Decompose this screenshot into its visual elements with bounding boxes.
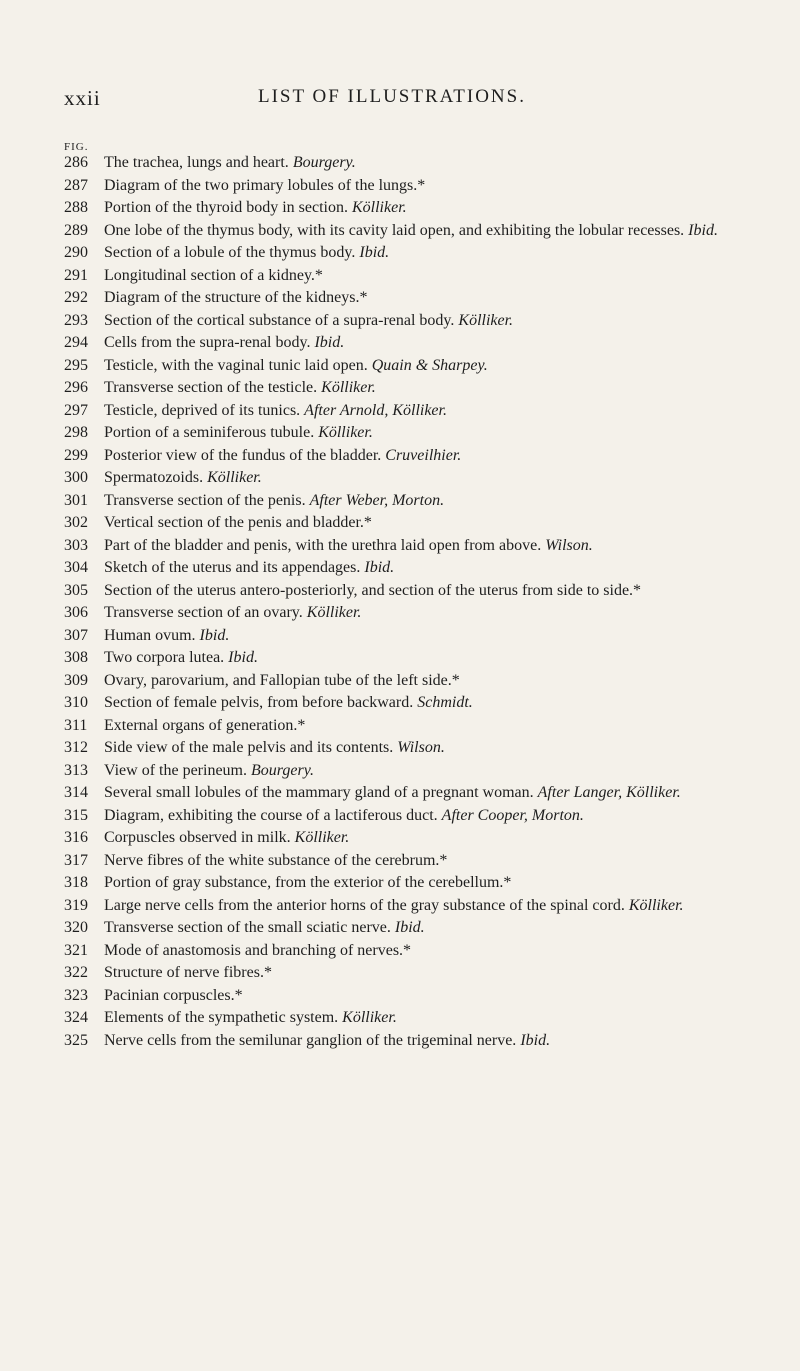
fig-column-label: FIG. bbox=[64, 141, 89, 153]
figure-number: 295 bbox=[64, 356, 88, 374]
figure-attribution: Ibid. bbox=[688, 221, 718, 239]
figure-number: 313 bbox=[64, 761, 88, 779]
figure-attribution: Kölliker. bbox=[351, 199, 407, 216]
figure-attribution: Ibid. bbox=[228, 649, 258, 666]
figure-number: 296 bbox=[64, 379, 88, 396]
list-item bbox=[64, 985, 776, 1008]
figure-description: Pacinian corpuscles.* bbox=[104, 986, 243, 1004]
list-item bbox=[64, 332, 776, 355]
list-item bbox=[64, 265, 776, 288]
figure-description: Human ovum. bbox=[104, 626, 196, 644]
figure-number: 299 bbox=[64, 446, 88, 464]
figure-number: 308 bbox=[64, 649, 88, 666]
figure-description: Section of the cortical substance of a supra-renal body. bbox=[104, 311, 455, 329]
figure-number: 298 bbox=[64, 424, 88, 441]
figure-description: Spermatozoids. bbox=[104, 469, 204, 486]
figure-number: 304 bbox=[64, 559, 88, 576]
figure-description: Transverse section of the penis. bbox=[104, 491, 306, 509]
figure-attribution: Kölliker. bbox=[318, 424, 373, 441]
list-item bbox=[64, 490, 776, 513]
list-item bbox=[64, 850, 776, 873]
figure-attribution: Quain & Sharpey. bbox=[371, 356, 488, 374]
figure-number: 325 bbox=[64, 1031, 88, 1049]
figure-number: 320 bbox=[64, 919, 88, 936]
figure-number: 301 bbox=[64, 491, 88, 509]
figure-number: 307 bbox=[64, 626, 88, 644]
list-item bbox=[64, 400, 776, 423]
figure-description: Longitudinal section of a kidney.* bbox=[104, 266, 323, 284]
list-item bbox=[64, 602, 776, 625]
figure-number: 303 bbox=[64, 536, 88, 554]
figure-attribution: After Langer, Kölliker. bbox=[537, 784, 681, 801]
figure-description: Side view of the male pelvis and its contents. bbox=[104, 739, 394, 756]
figure-number: 322 bbox=[64, 964, 88, 981]
figure-attribution: Bourgery. bbox=[251, 761, 314, 779]
figure-number: 317 bbox=[64, 851, 88, 869]
list-item bbox=[64, 377, 776, 400]
figure-description: One lobe of the thymus body, with its cavity laid open, and exhibiting the lobular recesses. bbox=[104, 221, 685, 239]
figure-number: 312 bbox=[64, 739, 88, 756]
list-item bbox=[64, 1030, 776, 1053]
figure-attribution: Ibid. bbox=[314, 334, 345, 351]
list-item bbox=[64, 512, 776, 535]
figure-number: 300 bbox=[64, 469, 88, 486]
list-item bbox=[64, 962, 776, 985]
figure-attribution: Ibid. bbox=[364, 559, 395, 576]
figure-number: 323 bbox=[64, 986, 88, 1004]
figure-attribution: Kölliker. bbox=[306, 604, 362, 621]
figure-number: 319 bbox=[64, 896, 88, 914]
figure-attribution: Ibid. bbox=[394, 919, 425, 936]
list-item bbox=[64, 197, 776, 220]
figure-description: Transverse section of the small sciatic nerve. bbox=[104, 919, 391, 936]
figure-attribution: Bourgery. bbox=[292, 154, 356, 171]
figure-description: Section of a lobule of the thymus body. bbox=[104, 244, 356, 261]
figure-description: Several small lobules of the mammary gland of a pregnant woman. bbox=[104, 784, 534, 801]
figure-description: Nerve fibres of the white substance of the cerebrum.* bbox=[104, 851, 448, 869]
figure-attribution: Ibid. bbox=[359, 244, 390, 261]
figure-number: 294 bbox=[64, 334, 88, 351]
figure-description: Two corpora lutea. bbox=[104, 649, 225, 666]
figure-attribution: Schmidt. bbox=[417, 694, 473, 711]
figure-number: 290 bbox=[64, 244, 88, 261]
figure-description: Part of the bladder and penis, with the urethra laid open from above. bbox=[104, 536, 542, 554]
figure-attribution: Kölliker. bbox=[321, 379, 376, 396]
figure-number: 309 bbox=[64, 671, 88, 689]
figure-description: Section of female pelvis, from before backward. bbox=[104, 694, 414, 711]
figure-attribution: Kölliker. bbox=[458, 311, 514, 329]
figure-attribution: Kölliker. bbox=[342, 1009, 397, 1026]
list-item bbox=[64, 445, 776, 468]
list-item bbox=[64, 355, 776, 378]
figure-description: Mode of anastomosis and branching of nerves.* bbox=[104, 941, 412, 959]
list-item bbox=[64, 872, 776, 895]
figure-number: 321 bbox=[64, 941, 88, 959]
figure-description: Elements of the sympathetic system. bbox=[104, 1009, 339, 1026]
figure-number: 305 bbox=[64, 581, 88, 599]
figure-description: Nerve cells from the semilunar ganglion of the trigeminal nerve. bbox=[104, 1031, 517, 1049]
figure-number: 291 bbox=[64, 266, 88, 284]
figure-description: Sketch of the uterus and its appendages. bbox=[104, 559, 361, 576]
figure-number: 314 bbox=[64, 784, 88, 801]
figure-number: 302 bbox=[64, 514, 88, 531]
figure-attribution: Ibid. bbox=[199, 626, 230, 644]
list-item bbox=[64, 557, 776, 580]
figure-description: Testicle, deprived of its tunics. bbox=[104, 401, 301, 419]
figure-number: 287 bbox=[64, 176, 88, 194]
figure-description: Transverse section of the testicle. bbox=[104, 379, 318, 396]
list-item bbox=[64, 422, 776, 445]
list-item bbox=[64, 917, 776, 940]
list-item bbox=[64, 242, 776, 265]
figure-description: Large nerve cells from the anterior horns of the gray substance of the spinal cord. bbox=[104, 896, 625, 914]
figure-description: The trachea, lungs and heart. bbox=[104, 154, 289, 171]
figure-description: External organs of generation.* bbox=[104, 716, 306, 734]
list-item bbox=[64, 625, 776, 648]
figure-attribution: Cruveilhier. bbox=[385, 446, 462, 464]
list-item bbox=[64, 827, 776, 850]
figure-description: Vertical section of the penis and bladder.* bbox=[104, 514, 372, 531]
figure-description: Diagram, exhibiting the course of a lactiferous duct. bbox=[104, 806, 438, 824]
figure-description: Testicle, with the vaginal tunic laid open. bbox=[104, 356, 368, 374]
list-item bbox=[64, 647, 776, 670]
figure-description: Diagram of the structure of the kidneys.* bbox=[104, 289, 368, 306]
list-item bbox=[64, 940, 776, 963]
figure-attribution: After Arnold, Kölliker. bbox=[304, 401, 447, 419]
list-item bbox=[64, 1007, 776, 1030]
figure-number: 292 bbox=[64, 289, 88, 306]
figure-description: Cells from the supra-renal body. bbox=[104, 334, 311, 351]
list-item bbox=[64, 287, 776, 310]
figure-description: Section of the uterus antero-posteriorly, and section of the uterus from side to side.* bbox=[104, 581, 642, 599]
list-item bbox=[64, 737, 776, 760]
list-item bbox=[64, 175, 776, 198]
figure-description: Transverse section of an ovary. bbox=[104, 604, 303, 621]
figure-description: View of the perineum. bbox=[104, 761, 247, 779]
list-item bbox=[64, 535, 776, 558]
figure-number: 289 bbox=[64, 221, 88, 239]
figure-number: 310 bbox=[64, 694, 88, 711]
figure-description: Diagram of the two primary lobules of the lungs.* bbox=[104, 176, 426, 194]
figure-attribution: Kölliker. bbox=[294, 829, 350, 846]
figure-number: 318 bbox=[64, 874, 88, 891]
list-item bbox=[64, 220, 776, 243]
list-item bbox=[64, 467, 776, 490]
figure-attribution: After Cooper, Morton. bbox=[441, 806, 584, 824]
page-header bbox=[0, 86, 800, 116]
list-item bbox=[64, 692, 776, 715]
figure-description: Ovary, parovarium, and Fallopian tube of the left side.* bbox=[104, 671, 460, 689]
figure-description: Portion of gray substance, from the exterior of the cerebellum.* bbox=[104, 874, 512, 891]
figure-number: 315 bbox=[64, 806, 88, 824]
figure-description: Corpuscles observed in milk. bbox=[104, 829, 291, 846]
list-item bbox=[64, 152, 776, 175]
figure-attribution: Kölliker. bbox=[207, 469, 262, 486]
list-item bbox=[64, 310, 776, 333]
figure-number: 316 bbox=[64, 829, 88, 846]
figure-number: 311 bbox=[64, 716, 88, 734]
figure-attribution: Ibid. bbox=[520, 1031, 551, 1049]
list-item bbox=[64, 760, 776, 783]
list-item bbox=[64, 580, 776, 603]
figure-number: 306 bbox=[64, 604, 88, 621]
figure-attribution: Wilson. bbox=[545, 536, 593, 554]
list-item bbox=[64, 715, 776, 738]
running-title: LIST OF ILLUSTRATIONS. bbox=[258, 86, 526, 107]
figure-description: Portion of a seminiferous tubule. bbox=[104, 424, 315, 441]
figure-number: 324 bbox=[64, 1009, 88, 1026]
figure-number: 293 bbox=[64, 311, 88, 329]
figure-number: 286 bbox=[64, 154, 88, 171]
figure-description: Structure of nerve fibres.* bbox=[104, 964, 272, 981]
page-number: xxii bbox=[64, 86, 101, 110]
figure-description: Posterior view of the fundus of the bladder. bbox=[104, 446, 382, 464]
figure-description: Portion of the thyroid body in section. bbox=[104, 199, 348, 216]
list-item bbox=[64, 805, 776, 828]
list-item bbox=[64, 895, 776, 918]
illustration-list bbox=[64, 152, 776, 1052]
list-item bbox=[64, 670, 776, 693]
list-item bbox=[64, 782, 776, 805]
figure-attribution: Kölliker. bbox=[628, 896, 684, 914]
figure-attribution: Wilson. bbox=[397, 739, 445, 756]
figure-attribution: After Weber, Morton. bbox=[309, 491, 445, 509]
figure-number: 288 bbox=[64, 199, 88, 216]
figure-number: 297 bbox=[64, 401, 88, 419]
